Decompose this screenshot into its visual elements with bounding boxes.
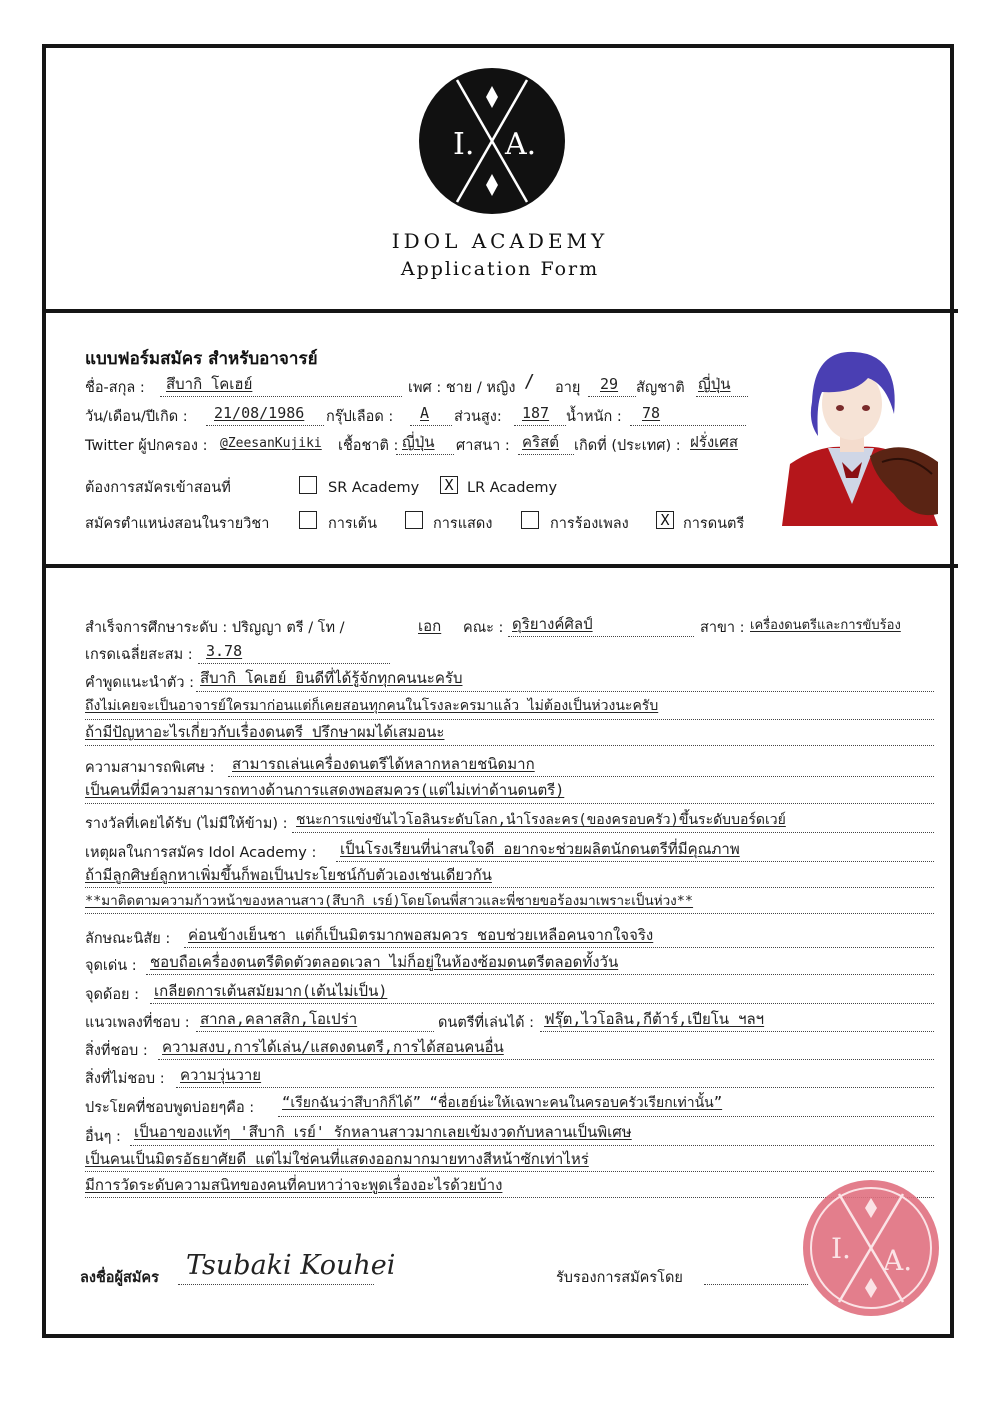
intro-dotline-3 <box>85 745 934 746</box>
reason-dotline-3 <box>85 913 934 914</box>
stamp-letter-left: I. <box>831 1232 851 1265</box>
sign-dotline <box>178 1284 374 1285</box>
option-lr-academy: LR Academy <box>467 480 558 496</box>
award-value[interactable]: ชนะการแข่งขันไวโอลินระดับโลก,นำโรงละคร(ของครอบครัว)ขึ้นระดับบอร์ดเวย์ <box>296 812 786 828</box>
applicant-signature[interactable]: Tsubaki Kouhei <box>186 1250 396 1281</box>
checkbox-lr-academy[interactable]: X <box>440 476 458 494</box>
nationality-label: สัญชาติ <box>636 380 685 396</box>
height-value[interactable]: 187 <box>522 404 550 422</box>
height-label: ส่วนสูง: <box>454 409 502 425</box>
section-divider <box>42 564 958 568</box>
intro-dotline-2 <box>85 719 934 720</box>
quote-dotline <box>278 1116 934 1117</box>
other-line-1[interactable]: เป็นอาของแท้ๆ 'สึบากิ เรย์' รักหลานสาวมากเลยเข้มงวดกับหลานเป็นพิเศษ <box>134 1123 632 1141</box>
reason-label: เหตุผลในการสมัคร Idol Academy : <box>85 845 317 861</box>
skill-line-2[interactable]: เป็นคนที่มีความสามารถทางด้านการแสดงพอสมควร(แต่ไม่เท่าด้านดนตรี) <box>85 781 565 799</box>
faculty-dotline <box>508 636 694 637</box>
checkbox-dance[interactable] <box>299 511 317 529</box>
name-value[interactable]: สึบากิ โคเฮย์ <box>166 375 253 393</box>
likes-label: สิ่งที่ชอบ : <box>85 1043 148 1059</box>
subject-label: สมัครตำแหน่งสอนในรายวิชา <box>85 516 270 532</box>
other-line-2[interactable]: เป็นคนเป็นมิตรอัธยาศัยดี แต่ไม่ใช่คนที่แสดงออกมากมายทางสีหน้าซักเท่าไหร่ <box>85 1150 589 1168</box>
nationality-dotline <box>696 396 748 397</box>
height-dotline <box>514 425 566 426</box>
faculty-label: คณะ : <box>463 620 504 636</box>
skill-line-1[interactable]: สามารถเล่นเครื่องดนตรีได้หลากหลายชนิดมาก <box>232 755 535 773</box>
sign-label: ลงชื่อผู้สมัคร <box>80 1270 159 1286</box>
ia-stamp-icon <box>801 1178 941 1318</box>
reason-line-3[interactable]: **มาติดตามความก้าวหน้าของหลานสาว(สึบากิ เรย์)โดยโดนพี่สาวและพี่ชายขอร้องมาเพราะเป็นห่วง** <box>85 893 694 909</box>
school-label: ต้องการสมัครเข้าสอนที่ <box>85 480 231 496</box>
other-line-3[interactable]: มีการวัดระดับความสนิทของคนที่คบหาว่าจะพูดเรื่องอะไรด้วยบ้าง <box>85 1176 503 1194</box>
major-label: สาขา : <box>700 620 745 636</box>
edu-value[interactable]: เอก <box>418 617 442 635</box>
quote-value[interactable]: “เรียกฉันว่าสึบากิก็ได้” “ชื่อเฮย์น่ะให้เฉพาะคนในครอบครัวเรียกเท่านั้น” <box>282 1095 723 1111</box>
dob-label: วัน/เดือน/ปีเกิด : <box>85 409 188 425</box>
faculty-value[interactable]: ดุริยางค์ศิลป์ <box>512 615 593 633</box>
religion-value[interactable]: คริสต์ <box>522 433 559 451</box>
nationality-value[interactable]: ญี่ปุ่น <box>698 375 731 393</box>
option-music: การดนตรี <box>683 516 745 532</box>
genre-dotline <box>196 1031 434 1032</box>
checkbox-sr-academy[interactable] <box>299 476 317 494</box>
logo-letter-left: I. <box>453 127 475 162</box>
dob-value[interactable]: 21/08/1986 <box>214 404 305 422</box>
weakness-value[interactable]: เกลียดการเต้นสมัยมาก(เต้นไม่เป็น) <box>154 982 388 1000</box>
strength-label: จุดเด่น : <box>85 958 137 974</box>
instrument-dotline <box>540 1031 934 1032</box>
checkbox-music[interactable]: X <box>656 511 674 529</box>
genre-value[interactable]: สากล,คลาสสิก,โอเปร่า <box>200 1010 358 1028</box>
option-singing: การร้องเพลง <box>550 516 629 532</box>
gpa-dotline <box>198 663 390 664</box>
edu-label: สำเร็จการศึกษาระดับ : ปริญญา ตรี / โท / <box>85 620 345 636</box>
weight-value[interactable]: 78 <box>642 404 661 422</box>
option-dance: การเต้น <box>328 516 377 532</box>
award-dotline <box>292 832 934 833</box>
blood-label: กรุ๊ปเลือด : <box>326 409 394 425</box>
instrument-value[interactable]: ฟรุ๊ต,ไวโอลิน,กีต้าร์,เปียโน ฯลฯ <box>544 1010 765 1028</box>
race-dotline <box>396 454 454 455</box>
teacher-portrait-icon <box>762 344 942 526</box>
blood-value[interactable]: A <box>420 404 430 422</box>
checkbox-acting[interactable] <box>405 511 423 529</box>
race-value[interactable]: ญี่ปุ่น <box>402 433 435 451</box>
form-title: แบบฟอร์มสมัคร สำหรับอาจารย์ <box>85 349 318 369</box>
reason-line-2[interactable]: ถ้ามีลูกศิษย์ลูกหาเพิ่มขึ้นก็พอเป็นประโยชน์กับตัวเองเช่นเดียวกัน <box>85 866 492 884</box>
dislikes-dotline <box>176 1087 934 1088</box>
strength-dotline <box>146 974 934 975</box>
stamp-letter-right: A. <box>883 1244 913 1277</box>
brand-title: IDOL ACADEMY <box>391 229 609 253</box>
weakness-label: จุดด้อย : <box>85 987 140 1003</box>
gender-label: เพศ : ชาย / หญิง <box>408 380 516 396</box>
likes-value[interactable]: ความสงบ,การได้เล่น/แสดงดนตรี,การได้สอนคนอื่น <box>162 1038 504 1056</box>
personality-dotline <box>184 947 934 948</box>
quote-label: ประโยคที่ชอบพูดบ่อยๆคือ : <box>85 1100 255 1116</box>
twitter-value[interactable]: @ZeesanKujiki <box>220 436 322 451</box>
weight-label: น้ำหนัก : <box>566 409 622 425</box>
age-dotline <box>588 396 636 397</box>
dislikes-value[interactable]: ความวุ่นวาย <box>180 1066 262 1084</box>
approve-dotline <box>704 1284 808 1285</box>
blood-dotline <box>410 425 452 426</box>
dob-dotline <box>206 425 324 426</box>
other-dotline-1 <box>130 1145 934 1146</box>
name-dotline <box>160 396 402 397</box>
brand-subtitle: Application Form <box>400 258 600 280</box>
reason-dotline-1 <box>336 861 934 862</box>
personality-value[interactable]: ค่อนข้างเย็นชา แต่ก็เป็นมิตรมากพอสมควร ชอบช่วยเหลือคนจากใจจริง <box>188 926 654 944</box>
weight-dotline <box>630 425 746 426</box>
gpa-value[interactable]: 3.78 <box>206 642 243 660</box>
race-label: เชื้อชาติ : <box>338 438 399 454</box>
approve-label: รับรองการสมัครโดย <box>556 1270 683 1286</box>
major-value[interactable]: เครื่องดนตรีและการขับร้อง <box>750 618 901 633</box>
skill-dotline-1 <box>228 776 934 777</box>
religion-dotline <box>518 454 574 455</box>
intro-dotline-1 <box>196 691 934 692</box>
reason-line-1[interactable]: เป็นโรงเรียนที่น่าสนใจดี อยากจะช่วยผลิตนักดนตรีที่มีคุณภาพ <box>340 840 740 858</box>
option-sr-academy: SR Academy <box>328 480 420 496</box>
strength-value[interactable]: ชอบถือเครื่องดนตรีติดตัวตลอดเวลา ไม่ก็อยู่ในห้องซ้อมดนตรีตลอดทั้งวัน <box>150 953 619 971</box>
religion-label: ศาสนา : <box>456 438 510 454</box>
name-label: ชื่อ-สกุล : <box>85 380 145 396</box>
reason-dotline-2 <box>85 887 934 888</box>
birthplace-label: เกิดที่ (ประเทศ) : <box>574 438 681 454</box>
personality-label: ลักษณะนิสัย : <box>85 931 171 947</box>
award-label: รางวัลที่เคยได้รับ (ไม่มีให้ข้าม) : <box>85 816 288 832</box>
age-label: อายุ <box>555 380 581 396</box>
intro-line-3[interactable]: ถ้ามีปัญหาอะไรเกี่ยวกับเรื่องดนตรี ปรึกษาผมได้เสมอนะ <box>85 723 445 741</box>
genre-label: แนวเพลงที่ชอบ : <box>85 1015 190 1031</box>
likes-dotline <box>158 1059 934 1060</box>
age-value[interactable]: 29 <box>600 375 619 393</box>
intro-line-1[interactable]: สึบากิ โคเฮย์ ยินดีที่ได้รู้จักทุกคนนะครับ <box>200 669 463 687</box>
intro-label: คำพูดแนะนำตัว : <box>85 675 194 691</box>
ia-logo-icon <box>417 66 567 216</box>
header-divider <box>42 309 958 313</box>
skill-label: ความสามารถพิเศษ : <box>85 760 215 776</box>
checkbox-singing[interactable] <box>521 511 539 529</box>
birthplace-value[interactable]: ฝรั่งเศส <box>690 433 738 451</box>
gender-mark[interactable]: / <box>524 371 535 392</box>
weakness-dotline <box>150 1003 934 1004</box>
intro-line-2[interactable]: ถึงไม่เคยจะเป็นอาจารย์ใครมาก่อนแต่ก็เคยสอนทุกคนในโรงละครมาแล้ว ไม่ต้องเป็นห่วงนะครับ <box>85 698 659 714</box>
logo-letter-right: A. <box>505 127 537 162</box>
option-acting: การแสดง <box>433 516 493 532</box>
other-dotline-2 <box>85 1171 934 1172</box>
dislikes-label: สิ่งที่ไม่ชอบ : <box>85 1071 165 1087</box>
skill-dotline-2 <box>85 803 934 804</box>
other-label: อื่นๆ : <box>85 1129 121 1145</box>
twitter-label: Twitter ผู้ปกครอง : <box>85 438 208 454</box>
instrument-label: ดนตรีที่เล่นได้ : <box>438 1015 535 1031</box>
gpa-label: เกรดเฉลี่ยสะสม : <box>85 647 193 663</box>
